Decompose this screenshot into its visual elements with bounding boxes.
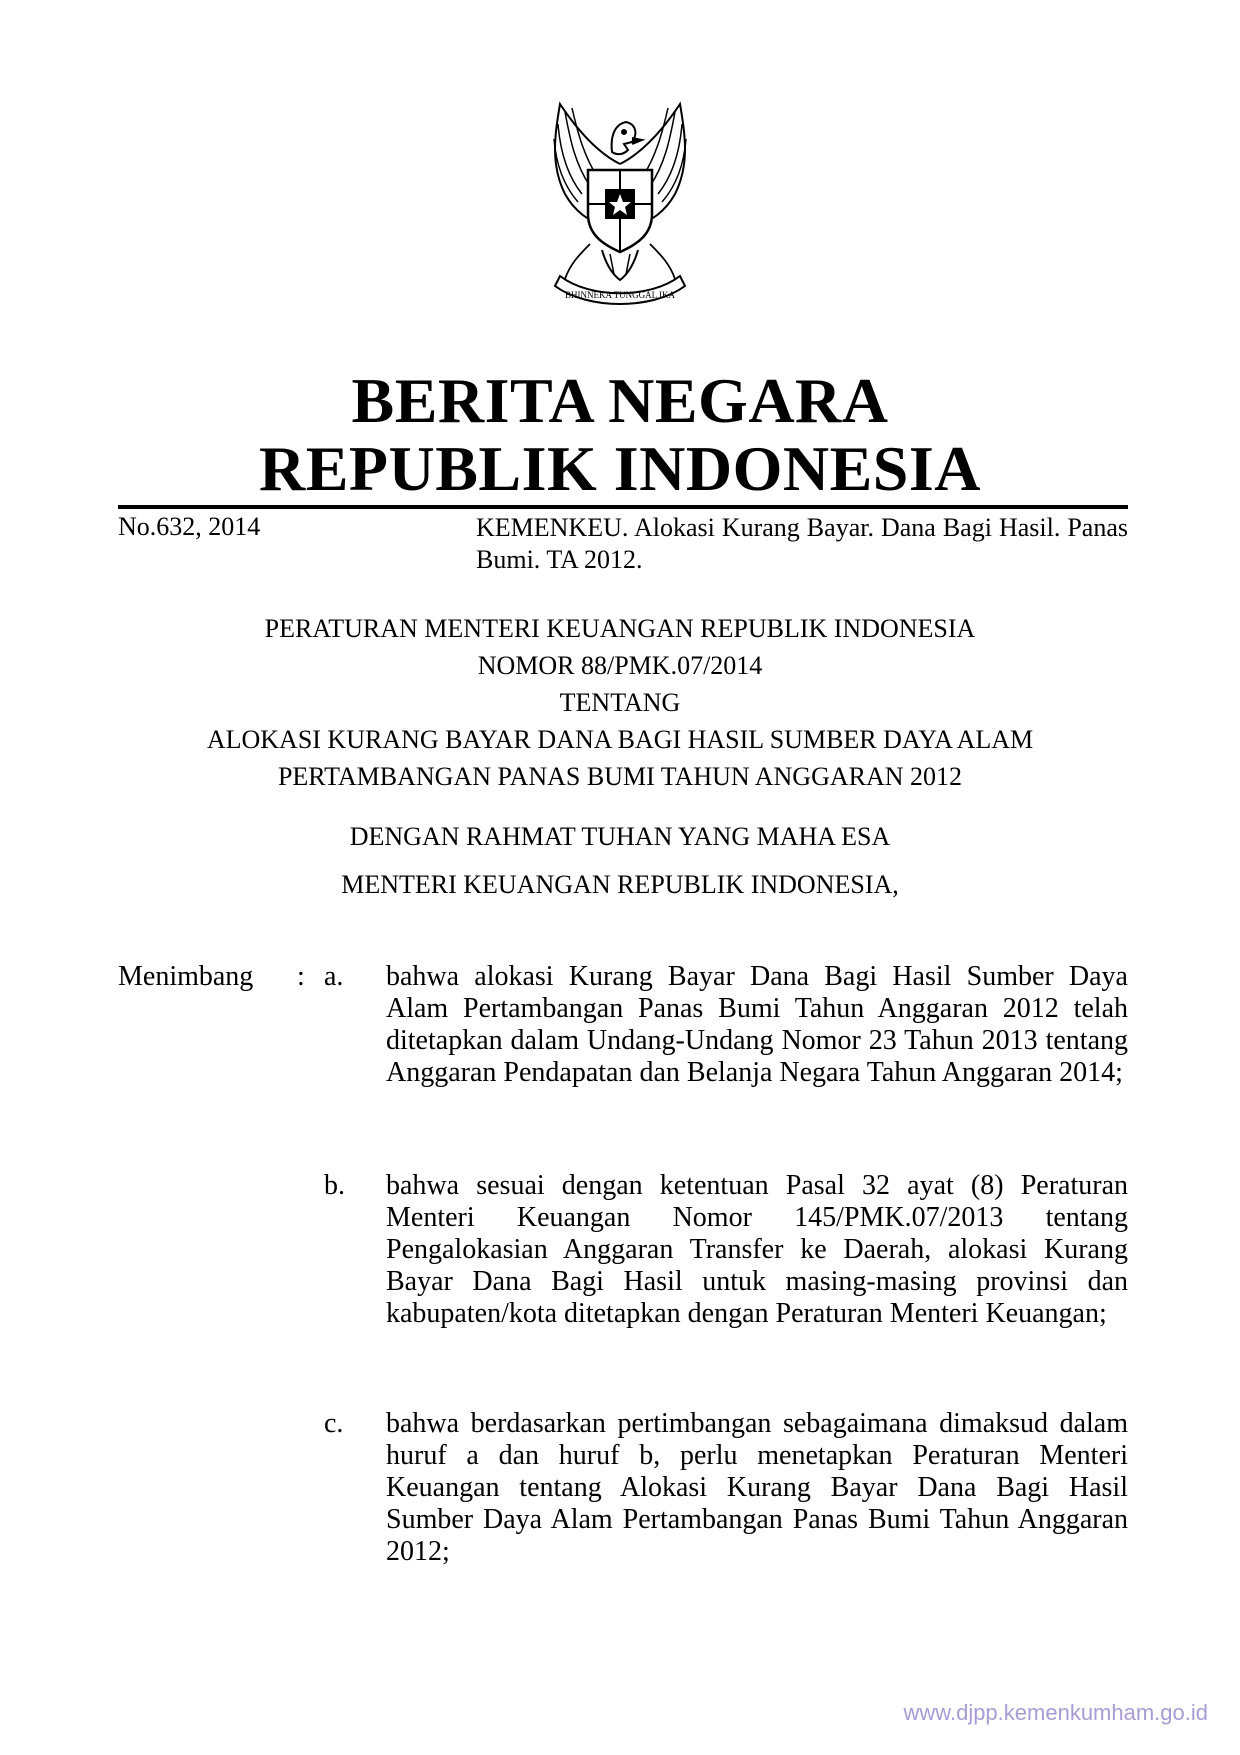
- masthead-divider: [118, 505, 1128, 509]
- footer-url[interactable]: www.djpp.kemenkumham.go.id: [903, 1700, 1208, 1725]
- invocation: DENGAN RAHMAT TUHAN YANG MAHA ESA: [349, 822, 891, 851]
- masthead-line-2: REPUBLIK INDONESIA: [258, 433, 982, 504]
- consideration-text-b: bahwa sesuai dengan ketentuan Pasal 32 ayat (8) Peraturan Menteri Keuangan Nomor 145/PMK.07/2013 tentang Pengalokasian Anggaran Transfer ke Daerah, alokasi Kurang Bayar Dana Bagi Hasil untuk masing-masing provinsi dan kabupaten/kota ditetapkan dengan Peraturan Menteri Keuangan;: [386, 1170, 1128, 1329]
- consideration-letter-c: c.: [324, 1408, 344, 1439]
- issue-number: No.632, 2014: [118, 512, 261, 541]
- regulation-subject-line-1: ALOKASI KURANG BAYAR DANA BAGI HASIL SUMBER DAYA ALAM: [206, 725, 1034, 754]
- considerations-colon: :: [297, 961, 305, 992]
- garuda-emblem-icon: [520, 94, 720, 314]
- masthead-line-1: BERITA NEGARA: [351, 365, 889, 436]
- considerations-label: Menimbang: [118, 961, 254, 992]
- consideration-text-a: bahwa alokasi Kurang Bayar Dana Bagi Hasil Sumber Daya Alam Pertambangan Panas Bumi Tahun Anggaran 2012 telah ditetapkan dalam Undang-Undang Nomor 23 Tahun 2013 tentang Anggaran Pendapatan dan Belanja Negara Tahun Anggaran 2014;: [386, 961, 1128, 1088]
- svg-text:BHINNEKA TUNGGAL IKA: BHINNEKA TUNGGAL IKA: [565, 290, 675, 300]
- consideration-text-c: bahwa berdasarkan pertimbangan sebagaimana dimaksud dalam huruf a dan huruf b, perlu menetapkan Peraturan Menteri Keuangan tentang Alokasi Kurang Bayar Dana Bagi Hasil Sumber Daya Alam Pertambangan Panas Bumi Tahun Anggaran 2012;: [386, 1408, 1128, 1567]
- regulation-tentang: TENTANG: [559, 688, 681, 717]
- regulation-title-line-1: PERATURAN MENTERI KEUANGAN REPUBLIK INDONESIA: [264, 614, 976, 643]
- regulation-number: NOMOR 88/PMK.07/2014: [477, 651, 763, 680]
- consideration-letter-a: a.: [324, 961, 344, 992]
- consideration-letter-b: b.: [324, 1170, 345, 1201]
- regulation-subject-line-2: PERTAMBANGAN PANAS BUMI TAHUN ANGGARAN 2012: [277, 762, 963, 791]
- issue-summary: KEMENKEU. Alokasi Kurang Bayar. Dana Bagi Hasil. Panas Bumi. TA 2012.: [476, 513, 1128, 574]
- issuing-authority: MENTERI KEUANGAN REPUBLIK INDONESIA,: [341, 870, 899, 899]
